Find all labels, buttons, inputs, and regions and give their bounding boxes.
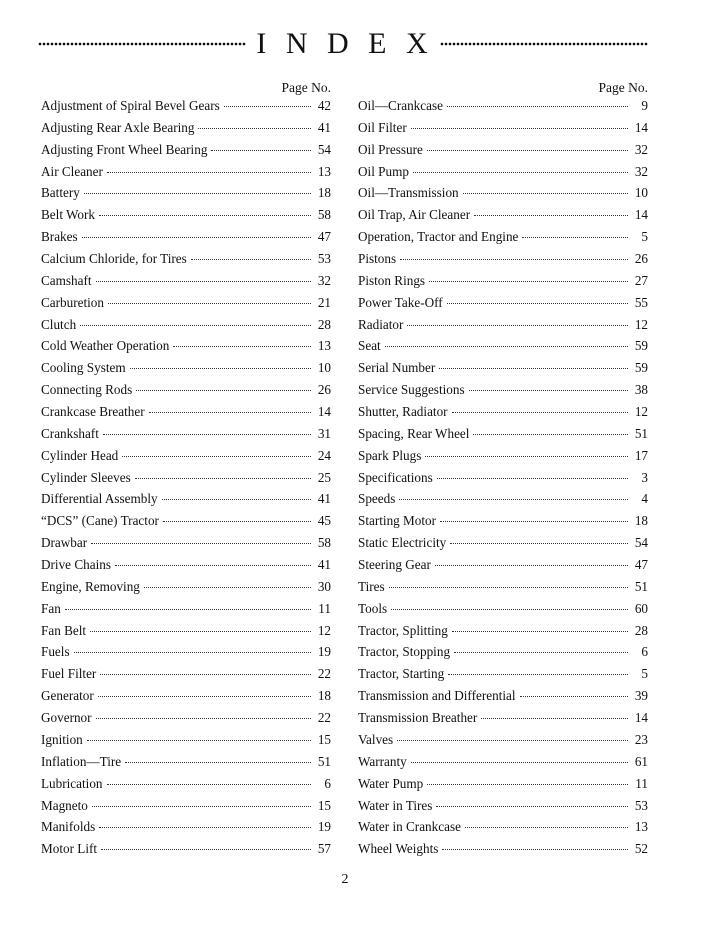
index-entry [358,710,648,732]
index-entry-page: 25 [317,469,331,485]
index-entry [41,448,331,470]
index-entry-label: Cylinder Sleeves [41,469,131,485]
index-entry-label: Tractor, Starting [358,666,445,682]
index-entry [358,666,648,688]
index-entry-page: 13 [634,819,648,835]
leader-dots [173,345,311,347]
index-entry [41,360,331,382]
leader-dots [474,214,628,216]
index-entry-label: Air Cleaner [41,163,103,179]
index-entry [358,535,648,557]
index-entry [358,317,648,339]
index-entry-label: Oil—Crankcase [358,98,443,113]
index-entry-label: Water Pump [358,775,424,791]
index-entry [358,404,648,426]
index-entry-label: “DCS” (Cane) Tractor [41,513,159,529]
index-entry-page: 24 [317,447,331,463]
index-entry-label: Adjusting Rear Axle Bearing [41,119,195,135]
index-entry-label: Inflation—Tire [41,753,122,769]
index-entry-label: Transmission Breather [358,710,478,726]
index-entry-page: 32 [634,141,648,157]
leader-dots [439,367,628,369]
index-entry-page: 28 [317,316,331,332]
index-entry-page: 13 [317,163,331,179]
index-entry-label: Cooling System [41,360,126,376]
leader-dots [211,149,311,151]
index-entry-page: 22 [317,666,331,682]
index-entry-label: Radiator [358,316,404,332]
page-no-header-right: Page No. [598,80,648,95]
index-entry-page: 6 [641,644,648,660]
index-entry-label: Specifications [358,469,433,485]
index-entry-label: Fuels [41,644,70,660]
index-entry-page: 10 [317,360,331,376]
index-entry-label: Service Suggestions [358,382,465,398]
index-entry-page: 39 [634,688,648,704]
index-entry-page: 14 [634,119,648,135]
index-entry [41,142,331,164]
index-entry [41,273,331,295]
index-entry-label: Adjustment of Spiral Bevel Gears [41,98,220,113]
index-entry-label: Pistons [358,251,397,267]
index-entry [358,448,648,470]
index-entry-page: 5 [641,229,648,245]
index-entry-page: 41 [317,491,331,507]
index-entry-page: 21 [317,294,331,310]
index-entry-label: Oil Filter [358,119,407,135]
index-entry-label: Wheel Weights [358,841,439,857]
index-entry-page: 18 [634,513,648,529]
index-entry-label: Spacing, Rear Wheel [358,425,470,441]
index-entry-label: Shutter, Radiator [358,404,448,420]
index-entry-label: Fan Belt [41,622,87,638]
leader-dots [107,171,311,173]
index-entry-page: 58 [317,207,331,223]
index-entry [41,579,331,601]
leader-dots [96,280,311,282]
index-title: I N D E X [256,27,434,60]
index-entry-page: 59 [634,338,648,354]
index-entry-page: 15 [317,797,331,813]
index-entry-page: 17 [634,447,648,463]
index-entry [358,601,648,623]
index-entry-label: Serial Number [358,360,436,376]
title-leader-dots-left [38,42,246,46]
leader-dots [122,455,311,457]
index-entry [41,251,331,273]
leader-dots [450,542,628,544]
index-entry-label: Piston Rings [358,272,426,288]
index-entry-page: 6 [324,775,331,791]
index-entry [41,164,331,186]
index-entry-page: 51 [317,753,331,769]
leader-dots [224,105,311,107]
index-entry [358,470,648,492]
index-entry-page: 45 [317,513,331,529]
index-entry [358,798,648,820]
leader-dots [98,695,311,697]
index-entry-page: 53 [634,797,648,813]
index-entry-page: 3 [641,469,648,485]
leader-dots [447,105,628,107]
leader-dots [413,171,628,173]
index-entry-label: Speeds [358,491,396,507]
index-entry [41,98,331,120]
leader-dots [191,258,311,260]
index-entry-page: 51 [634,425,648,441]
index-entry [358,732,648,754]
index-entry [41,732,331,754]
leader-dots [107,783,311,785]
index-entry-page: 57 [317,841,331,857]
index-entry [41,120,331,142]
index-entry-label: Drawbar [41,535,88,551]
index-entry-label: Cylinder Head [41,447,119,463]
index-entry-label: Clutch [41,316,77,332]
index-entry [358,754,648,776]
index-entry-label: Operation, Tractor and Engine [358,229,519,245]
leader-dots [427,783,628,785]
index-entry-page: 32 [634,163,648,179]
index-entry-page: 61 [634,753,648,769]
index-entry-label: Lubrication [41,775,103,791]
index-entry-page: 58 [317,535,331,551]
leader-dots [411,127,628,129]
leader-dots [385,345,628,347]
index-entry-label: Cold Weather Operation [41,338,170,354]
index-entry-label: Ignition [41,731,83,747]
index-entry-label: Seat [358,338,381,354]
index-list-left [41,98,331,863]
index-entry-label: Warranty [358,753,407,769]
index-entry-page: 15 [317,731,331,747]
index-entry-label: Motor Lift [41,841,98,857]
index-entry-label: Tools [358,600,388,616]
index-entry-label: Crankcase Breather [41,404,145,420]
index-entry-page: 5 [641,666,648,682]
index-entry-page: 54 [317,141,331,157]
index-entry [358,819,648,841]
index-title-row [38,27,648,61]
leader-dots [389,586,628,588]
leader-dots [162,498,311,500]
leader-dots [435,564,628,566]
index-entry-label: Brakes [41,229,78,245]
index-entry [41,185,331,207]
index-entry [41,710,331,732]
index-entry-label: Fan [41,600,61,616]
leader-dots [149,411,311,413]
leader-dots [80,324,311,326]
leader-dots [198,127,311,129]
leader-dots [82,236,311,238]
index-entry-label: Valves [358,731,394,747]
index-entry-page: 13 [317,338,331,354]
index-entry-label: Camshaft [41,272,92,288]
index-entry-page: 60 [634,600,648,616]
index-entry [41,382,331,404]
index-entry [358,644,648,666]
index-entry-label: Generator [41,688,94,704]
index-entry-label: Oil—Transmission [358,185,459,201]
leader-dots [125,761,311,763]
index-entry [358,98,648,120]
index-entry-page: 38 [634,382,648,398]
index-entry [358,623,648,645]
index-entry-label: Manifolds [41,819,96,835]
index-entry-page: 18 [317,688,331,704]
index-entry-page: 19 [317,819,331,835]
leader-dots [465,826,628,828]
index-entry [41,491,331,513]
leader-dots [440,520,628,522]
index-entry-label: Oil Pressure [358,141,423,157]
index-entry-label: Oil Pump [358,163,409,179]
index-entry [358,513,648,535]
index-entry-label: Crankshaft [41,425,99,441]
leader-dots [101,848,311,850]
index-entry [358,360,648,382]
leader-dots [96,717,311,719]
leader-dots [135,477,311,479]
index-entry-page: 11 [318,600,331,616]
index-entry-page: 52 [634,841,648,857]
leader-dots [473,433,628,435]
index-entry [358,251,648,273]
index-entry-label: Steering Gear [358,557,431,573]
index-entry-page: 59 [634,360,648,376]
index-entry [358,120,648,142]
index-entry [358,142,648,164]
index-entry-label: Belt Work [41,207,96,223]
index-entry-page: 26 [634,251,648,267]
leader-dots [130,367,311,369]
index-entry [41,535,331,557]
leader-dots [436,805,628,807]
index-entry [41,776,331,798]
index-entry [358,273,648,295]
leader-dots [452,630,628,632]
index-entry-page: 12 [317,622,331,638]
leader-dots [407,324,628,326]
index-entry [358,579,648,601]
index-entry-label: Power Take-Off [358,294,443,310]
leader-dots [100,673,311,675]
leader-dots [447,302,628,304]
index-entry-label: Battery [41,185,80,201]
leader-dots [115,564,311,566]
index-entry-label: Water in Crankcase [358,819,461,835]
index-entry-label: Tractor, Stopping [358,644,451,660]
index-entry-label: Governor [41,710,92,726]
index-entry [41,644,331,666]
leader-dots [136,389,311,391]
index-entry-page: 41 [317,557,331,573]
index-column-right [358,78,648,863]
index-entry [358,382,648,404]
index-entry-page: 4 [641,491,648,507]
leader-dots [163,520,311,522]
title-leader-dots-right [440,42,648,46]
leader-dots [74,651,311,653]
index-entry-page: 14 [634,710,648,726]
index-list-right [358,98,648,863]
leader-dots [92,805,311,807]
leader-dots [425,455,628,457]
index-entry-page: 27 [634,272,648,288]
leader-dots [90,630,311,632]
index-entry-page: 22 [317,710,331,726]
page-no-header-left: Page No. [281,80,331,95]
index-entry-label: Water in Tires [358,797,433,813]
index-entry-label: Transmission and Differential [358,688,516,704]
leader-dots [520,695,628,697]
leader-dots [99,826,311,828]
leader-dots [429,280,628,282]
page-number: 2 [341,872,349,887]
leader-dots [469,389,628,391]
index-entry-page: 31 [317,425,331,441]
leader-dots [400,258,628,260]
leader-dots [448,673,628,675]
index-entry [358,338,648,360]
index-entry-page: 55 [634,294,648,310]
index-column-left [41,78,331,863]
index-entry-label: Adjusting Front Wheel Bearing [41,141,208,157]
index-entry-page: 53 [317,251,331,267]
index-entry-label: Magneto [41,797,88,813]
index-entry-label: Fuel Filter [41,666,97,682]
leader-dots [411,761,628,763]
leader-dots [84,192,311,194]
index-entry-page: 41 [317,119,331,135]
index-entry-page: 28 [634,622,648,638]
leader-dots [391,608,628,610]
index-entry [41,470,331,492]
index-entry [358,207,648,229]
leader-dots [103,433,311,435]
index-entry [41,404,331,426]
index-entry [41,317,331,339]
index-entry-label: Tires [358,578,385,594]
index-entry [358,491,648,513]
leader-dots [452,411,628,413]
index-entry [41,207,331,229]
index-entry [41,229,331,251]
index-entry-page: 23 [634,731,648,747]
index-entry-label: Differential Assembly [41,491,158,507]
index-entry-page: 19 [317,644,331,660]
index-entry-page: 14 [317,404,331,420]
index-entry [41,513,331,535]
leader-dots [427,149,628,151]
index-entry [41,295,331,317]
index-entry-page: 14 [634,207,648,223]
index-entry [41,666,331,688]
index-entry-page: 26 [317,382,331,398]
index-entry-label: Static Electricity [358,535,447,551]
index-entry-label: Starting Motor [358,513,437,529]
leader-dots [442,848,628,850]
index-entry-label: Calcium Chloride, for Tires [41,251,187,267]
leader-dots [437,477,628,479]
leader-dots [91,542,311,544]
index-entry-label: Drive Chains [41,557,111,573]
leader-dots [463,192,628,194]
index-entry [358,557,648,579]
leader-dots [481,717,628,719]
index-entry [358,295,648,317]
index-entry [41,798,331,820]
index-entry-label: Tractor, Splitting [358,622,448,638]
index-entry [41,754,331,776]
leader-dots [87,739,311,741]
index-entry [358,185,648,207]
index-entry-page: 47 [317,229,331,245]
leader-dots [454,651,628,653]
index-entry [358,229,648,251]
index-entry-label: Spark Plugs [358,447,422,463]
index-entry-label: Connecting Rods [41,382,133,398]
index-entry-label: Carburetion [41,294,104,310]
index-entry-page: 54 [634,535,648,551]
index-entry-page: 47 [634,557,648,573]
index-entry-label: Engine, Removing [41,578,140,594]
index-entry-label: Oil Trap, Air Cleaner [358,207,471,223]
index-entry [41,601,331,623]
leader-dots [144,586,311,588]
index-entry-page: 9 [641,98,648,113]
index-entry [41,841,331,863]
index-entry-page: 11 [635,775,648,791]
leader-dots [99,214,311,216]
index-entry-page: 10 [634,185,648,201]
index-entry [358,776,648,798]
index-entry [358,688,648,710]
index-entry [41,623,331,645]
index-entry-page: 32 [317,272,331,288]
index-entry [358,426,648,448]
index-entry [41,426,331,448]
index-entry [41,557,331,579]
index-entry-page: 30 [317,578,331,594]
leader-dots [399,498,628,500]
index-entry-page: 42 [317,98,331,113]
index-entry [41,819,331,841]
index-entry [358,164,648,186]
index-entry [41,688,331,710]
leader-dots [108,302,311,304]
leader-dots [522,236,628,238]
index-entry [358,841,648,863]
index-entry-page: 18 [317,185,331,201]
index-entry-page: 51 [634,578,648,594]
leader-dots [65,608,311,610]
leader-dots [397,739,628,741]
index-entry [41,338,331,360]
index-entry-page: 12 [634,316,648,332]
index-entry-page: 12 [634,404,648,420]
